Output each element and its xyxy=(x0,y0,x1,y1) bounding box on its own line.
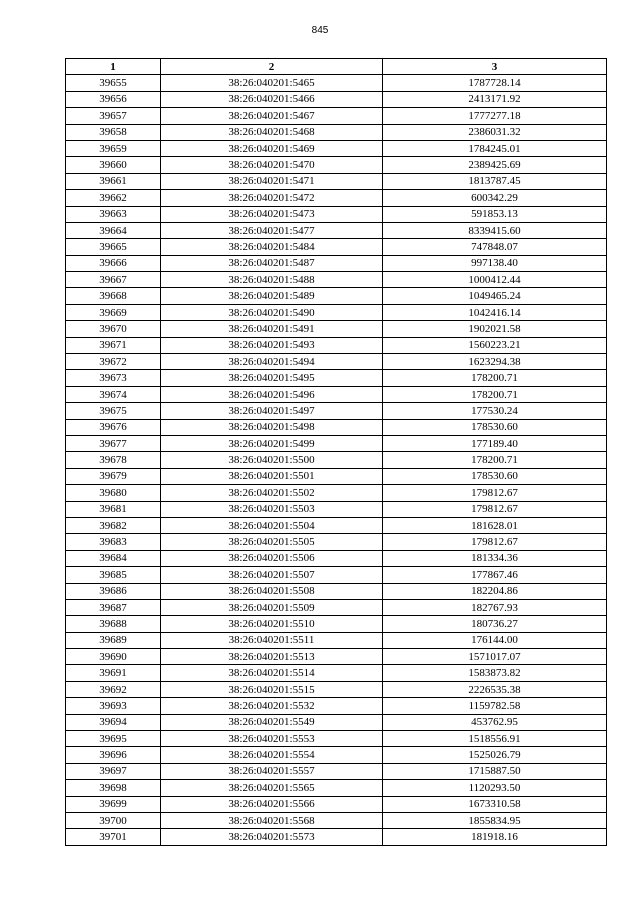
value-cell: 180736.27 xyxy=(383,616,607,632)
cadastral-number-cell: 38:26:040201:5498 xyxy=(161,419,383,435)
cadastral-number-cell: 38:26:040201:5554 xyxy=(161,747,383,763)
table-body xyxy=(66,75,607,845)
row-number-cell: 39675 xyxy=(66,403,161,419)
table-row xyxy=(66,534,607,550)
table-row xyxy=(66,698,607,714)
table-row xyxy=(66,108,607,124)
row-number-cell: 39692 xyxy=(66,681,161,697)
value-cell: 1042416.14 xyxy=(383,304,607,320)
cadastral-number-cell: 38:26:040201:5505 xyxy=(161,534,383,550)
cadastral-number-cell: 38:26:040201:5506 xyxy=(161,550,383,566)
column-header-cadastral-number: 2 xyxy=(161,59,383,75)
table-row xyxy=(66,812,607,828)
value-cell: 2389425.69 xyxy=(383,157,607,173)
table-row xyxy=(66,452,607,468)
cadastral-number-cell: 38:26:040201:5477 xyxy=(161,222,383,238)
value-cell: 8339415.60 xyxy=(383,222,607,238)
row-number-cell: 39673 xyxy=(66,370,161,386)
value-cell: 181628.01 xyxy=(383,517,607,533)
row-number-cell: 39681 xyxy=(66,501,161,517)
value-cell: 2413171.92 xyxy=(383,91,607,107)
table-row xyxy=(66,91,607,107)
table-row xyxy=(66,599,607,615)
row-number-cell: 39669 xyxy=(66,304,161,320)
row-number-cell: 39696 xyxy=(66,747,161,763)
cadastral-number-cell: 38:26:040201:5511 xyxy=(161,632,383,648)
page-number: 845 xyxy=(311,25,329,36)
table-row xyxy=(66,583,607,599)
cadastral-number-cell: 38:26:040201:5508 xyxy=(161,583,383,599)
row-number-cell: 39664 xyxy=(66,222,161,238)
row-number-cell: 39665 xyxy=(66,239,161,255)
value-cell: 997138.40 xyxy=(383,255,607,271)
value-cell: 1673310.58 xyxy=(383,796,607,812)
cadastral-number-cell: 38:26:040201:5496 xyxy=(161,386,383,402)
value-cell: 1000412.44 xyxy=(383,272,607,288)
table-row xyxy=(66,649,607,665)
table-row xyxy=(66,239,607,255)
value-cell: 1159782.58 xyxy=(383,698,607,714)
value-cell: 591853.13 xyxy=(383,206,607,222)
row-number-cell: 39678 xyxy=(66,452,161,468)
table-row xyxy=(66,550,607,566)
table-row xyxy=(66,190,607,206)
table-row xyxy=(66,157,607,173)
cadastral-number-cell: 38:26:040201:5473 xyxy=(161,206,383,222)
cadastral-number-cell: 38:26:040201:5487 xyxy=(161,255,383,271)
cadastral-number-cell: 38:26:040201:5467 xyxy=(161,108,383,124)
row-number-cell: 39676 xyxy=(66,419,161,435)
row-number-cell: 39663 xyxy=(66,206,161,222)
table-row xyxy=(66,747,607,763)
row-number-cell: 39671 xyxy=(66,337,161,353)
row-number-cell: 39693 xyxy=(66,698,161,714)
value-cell: 179812.67 xyxy=(383,485,607,501)
row-number-cell: 39687 xyxy=(66,599,161,615)
cadastral-number-cell: 38:26:040201:5565 xyxy=(161,780,383,796)
table-row xyxy=(66,468,607,484)
value-cell: 2386031.32 xyxy=(383,124,607,140)
table-row xyxy=(66,222,607,238)
cadastral-number-cell: 38:26:040201:5549 xyxy=(161,714,383,730)
cadastral-number-cell: 38:26:040201:5515 xyxy=(161,681,383,697)
table-row xyxy=(66,796,607,812)
value-cell: 182767.93 xyxy=(383,599,607,615)
value-cell: 177189.40 xyxy=(383,435,607,451)
row-number-cell: 39656 xyxy=(66,91,161,107)
row-number-cell: 39686 xyxy=(66,583,161,599)
cadastral-number-cell: 38:26:040201:5489 xyxy=(161,288,383,304)
value-cell: 1560223.21 xyxy=(383,337,607,353)
header-row xyxy=(66,59,607,75)
value-cell: 1120293.50 xyxy=(383,780,607,796)
cadastral-number-cell: 38:26:040201:5499 xyxy=(161,435,383,451)
row-number-cell: 39691 xyxy=(66,665,161,681)
row-number-cell: 39700 xyxy=(66,812,161,828)
table-row xyxy=(66,255,607,271)
cadastral-number-cell: 38:26:040201:5465 xyxy=(161,75,383,91)
cadastral-number-cell: 38:26:040201:5514 xyxy=(161,665,383,681)
value-cell: 453762.95 xyxy=(383,714,607,730)
row-number-cell: 39701 xyxy=(66,829,161,845)
cadastral-number-cell: 38:26:040201:5466 xyxy=(161,91,383,107)
table-row xyxy=(66,714,607,730)
cadastral-number-cell: 38:26:040201:5513 xyxy=(161,649,383,665)
table-row xyxy=(66,616,607,632)
row-number-cell: 39680 xyxy=(66,485,161,501)
cadastral-number-cell: 38:26:040201:5493 xyxy=(161,337,383,353)
table-row xyxy=(66,435,607,451)
table-row xyxy=(66,304,607,320)
cadastral-number-cell: 38:26:040201:5532 xyxy=(161,698,383,714)
value-cell: 178200.71 xyxy=(383,386,607,402)
row-number-cell: 39685 xyxy=(66,567,161,583)
value-cell: 1902021.58 xyxy=(383,321,607,337)
cadastral-number-cell: 38:26:040201:5568 xyxy=(161,812,383,828)
value-cell: 177530.24 xyxy=(383,403,607,419)
row-number-cell: 39689 xyxy=(66,632,161,648)
table-row xyxy=(66,419,607,435)
value-cell: 600342.29 xyxy=(383,190,607,206)
cadastral-value-table xyxy=(65,58,607,846)
table-row xyxy=(66,386,607,402)
value-cell: 1777277.18 xyxy=(383,108,607,124)
value-cell: 178530.60 xyxy=(383,468,607,484)
table-row xyxy=(66,140,607,156)
value-cell: 1049465.24 xyxy=(383,288,607,304)
cadastral-number-cell: 38:26:040201:5470 xyxy=(161,157,383,173)
row-number-cell: 39688 xyxy=(66,616,161,632)
value-cell: 1787728.14 xyxy=(383,75,607,91)
value-cell: 177867.46 xyxy=(383,567,607,583)
row-number-cell: 39670 xyxy=(66,321,161,337)
row-number-cell: 39695 xyxy=(66,731,161,747)
row-number-cell: 39677 xyxy=(66,435,161,451)
row-number-cell: 39668 xyxy=(66,288,161,304)
cadastral-number-cell: 38:26:040201:5507 xyxy=(161,567,383,583)
value-cell: 182204.86 xyxy=(383,583,607,599)
value-cell: 178200.71 xyxy=(383,452,607,468)
table-row xyxy=(66,75,607,91)
cadastral-number-cell: 38:26:040201:5510 xyxy=(161,616,383,632)
table-row xyxy=(66,681,607,697)
value-cell: 179812.67 xyxy=(383,501,607,517)
table-row xyxy=(66,124,607,140)
table-row xyxy=(66,403,607,419)
table-row xyxy=(66,567,607,583)
table-row xyxy=(66,272,607,288)
table-row xyxy=(66,731,607,747)
cadastral-number-cell: 38:26:040201:5469 xyxy=(161,140,383,156)
table-row xyxy=(66,370,607,386)
value-cell: 1583873.82 xyxy=(383,665,607,681)
value-cell: 1525026.79 xyxy=(383,747,607,763)
row-number-cell: 39667 xyxy=(66,272,161,288)
table-row xyxy=(66,288,607,304)
cadastral-number-cell: 38:26:040201:5501 xyxy=(161,468,383,484)
row-number-cell: 39658 xyxy=(66,124,161,140)
cadastral-number-cell: 38:26:040201:5488 xyxy=(161,272,383,288)
cadastral-number-cell: 38:26:040201:5573 xyxy=(161,829,383,845)
row-number-cell: 39697 xyxy=(66,763,161,779)
cadastral-number-cell: 38:26:040201:5494 xyxy=(161,354,383,370)
value-cell: 747848.07 xyxy=(383,239,607,255)
value-cell: 1855834.95 xyxy=(383,812,607,828)
cadastral-number-cell: 38:26:040201:5495 xyxy=(161,370,383,386)
value-cell: 178530.60 xyxy=(383,419,607,435)
column-header-value: 3 xyxy=(383,59,607,75)
table-row xyxy=(66,206,607,222)
row-number-cell: 39655 xyxy=(66,75,161,91)
cadastral-number-cell: 38:26:040201:5504 xyxy=(161,517,383,533)
cadastral-number-cell: 38:26:040201:5497 xyxy=(161,403,383,419)
table-row xyxy=(66,763,607,779)
value-cell: 178200.71 xyxy=(383,370,607,386)
cadastral-number-cell: 38:26:040201:5503 xyxy=(161,501,383,517)
value-cell: 2226535.38 xyxy=(383,681,607,697)
value-cell: 1813787.45 xyxy=(383,173,607,189)
cadastral-number-cell: 38:26:040201:5502 xyxy=(161,485,383,501)
table-row xyxy=(66,337,607,353)
cadastral-number-cell: 38:26:040201:5471 xyxy=(161,173,383,189)
row-number-cell: 39684 xyxy=(66,550,161,566)
cadastral-number-cell: 38:26:040201:5509 xyxy=(161,599,383,615)
table-row xyxy=(66,354,607,370)
cadastral-number-cell: 38:26:040201:5557 xyxy=(161,763,383,779)
table-row xyxy=(66,485,607,501)
cadastral-number-cell: 38:26:040201:5500 xyxy=(161,452,383,468)
row-number-cell: 39690 xyxy=(66,649,161,665)
value-cell: 1571017.07 xyxy=(383,649,607,665)
table-header xyxy=(66,59,607,75)
cadastral-number-cell: 38:26:040201:5468 xyxy=(161,124,383,140)
value-cell: 1623294.38 xyxy=(383,354,607,370)
row-number-cell: 39662 xyxy=(66,190,161,206)
value-cell: 176144.00 xyxy=(383,632,607,648)
row-number-cell: 39657 xyxy=(66,108,161,124)
cadastral-number-cell: 38:26:040201:5490 xyxy=(161,304,383,320)
row-number-cell: 39698 xyxy=(66,780,161,796)
row-number-cell: 39661 xyxy=(66,173,161,189)
row-number-cell: 39699 xyxy=(66,796,161,812)
value-cell: 179812.67 xyxy=(383,534,607,550)
value-cell: 1715887.50 xyxy=(383,763,607,779)
cadastral-number-cell: 38:26:040201:5566 xyxy=(161,796,383,812)
row-number-cell: 39672 xyxy=(66,354,161,370)
row-number-cell: 39694 xyxy=(66,714,161,730)
table-row xyxy=(66,829,607,845)
cadastral-number-cell: 38:26:040201:5472 xyxy=(161,190,383,206)
table-row xyxy=(66,632,607,648)
row-number-cell: 39682 xyxy=(66,517,161,533)
row-number-cell: 39683 xyxy=(66,534,161,550)
row-number-cell: 39674 xyxy=(66,386,161,402)
row-number-cell: 39679 xyxy=(66,468,161,484)
row-number-cell: 39659 xyxy=(66,140,161,156)
cadastral-number-cell: 38:26:040201:5491 xyxy=(161,321,383,337)
column-header-number: 1 xyxy=(66,59,161,75)
table-row xyxy=(66,517,607,533)
row-number-cell: 39660 xyxy=(66,157,161,173)
value-cell: 1784245.01 xyxy=(383,140,607,156)
value-cell: 181918.16 xyxy=(383,829,607,845)
cadastral-number-cell: 38:26:040201:5484 xyxy=(161,239,383,255)
row-number-cell: 39666 xyxy=(66,255,161,271)
table-row xyxy=(66,665,607,681)
table-row xyxy=(66,321,607,337)
cadastral-number-cell: 38:26:040201:5553 xyxy=(161,731,383,747)
table-row xyxy=(66,501,607,517)
value-cell: 1518556.91 xyxy=(383,731,607,747)
table-row xyxy=(66,173,607,189)
value-cell: 181334.36 xyxy=(383,550,607,566)
table-row xyxy=(66,780,607,796)
